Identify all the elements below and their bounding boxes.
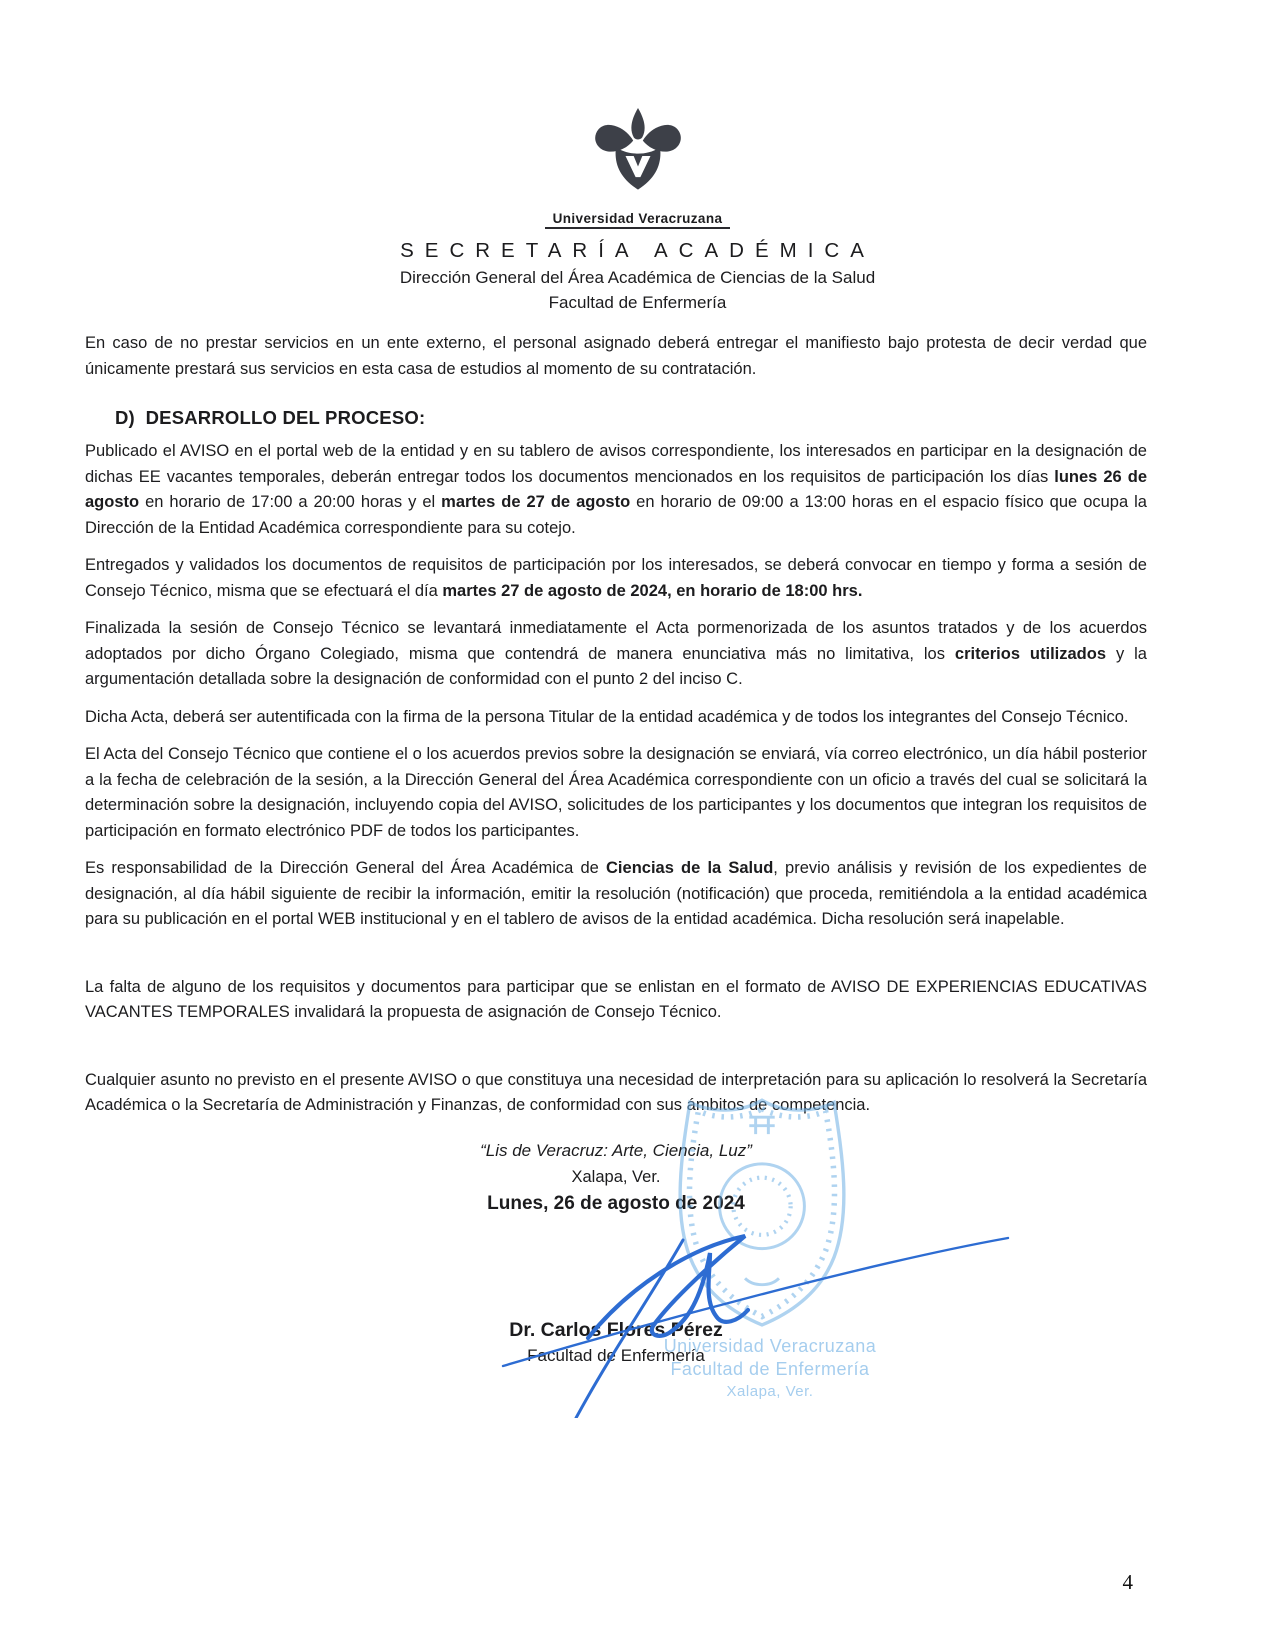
- org-subtitle-facultad: Facultad de Enfermería: [548, 293, 727, 312]
- body-paragraph: Finalizada la sesión de Consejo Técnico se levantará inmediatamente el Acta pormenorizada de los asuntos tratados y de los acuerdos adoptados por dicho Órgano Colegiado, misma que contendrá de manera enunciativa más no limitativa, los criterios utilizados y la argumentación detallada sobre la designación de conformidad con el punto 2 del inciso C.: [85, 619, 1147, 688]
- body-paragraph: Cualquier asunto no previsto en el presente AVISO o que constituya una necesidad de interpretación para su aplicación lo resolverá la Secretaría Académica o la Secretaría de Administración y Finanzas, de conformidad con sus ámbitos de competencia.: [85, 1070, 1147, 1114]
- uv-fleur-de-lis-logo-icon: [590, 108, 686, 204]
- org-subtitle-direccion: Dirección General del Área Académica de Ciencias de la Salud: [399, 268, 876, 287]
- signature-block: [85, 1139, 1147, 1400]
- body-paragraph: La falta de alguno de los requisitos y documentos para participar que se enlistan en el formato de AVISO DE EXPERIENCIAS EDUCATIVAS VACANTES TEMPORALES invalidará la propuesta de asignación de Consejo Técnico.: [85, 977, 1147, 1021]
- body-paragraph: El Acta del Consejo Técnico que contiene el o los acuerdos previos sobre la designación se enviará, vía correo electrónico, un día hábil posterior a la fecha de celebración de la sesión, a la Dirección General del Área Académica correspondiente con un oficio a través del cual se solicitará la determinación sobre la designación, incluyendo copia del AVISO, solicitudes de los participantes y los documentos que integran los requisitos de participación en formato electrónico PDF de todos los participantes.: [85, 745, 1147, 840]
- section-heading: D) DESARROLLO DEL PROCESO:: [115, 407, 426, 428]
- intro-paragraph: En caso de no prestar servicios en un ente externo, el personal asignado deberá entregar el manifiesto bajo protesta de decir verdad que únicamente prestará sus servicios en esta casa de estudios al momento de su contratación.: [85, 334, 1147, 378]
- logo-caption: Universidad Veracruzana: [545, 211, 731, 229]
- page-number: 4: [1122, 1570, 1133, 1594]
- stamp-line-2: Facultad de Enfermería: [670, 1358, 870, 1379]
- date-line: Lunes, 26 de agosto de 2024: [487, 1192, 745, 1214]
- letterhead: [0, 0, 1275, 313]
- body-paragraph: Dicha Acta, deberá ser autentificada con la firma de la persona Titular de la entidad académica y de todos los integrantes del Consejo Técnico.: [85, 707, 1129, 726]
- org-title: SECRETARÍA ACADÉMICA: [400, 239, 875, 262]
- body-paragraph: Publicado el AVISO en el portal web de la entidad y en su tablero de avisos correspondiente, los interesados en participar en la designación de dichas EE vacantes temporales, deberán entregar todos los documentos mencionados en los requisitos de participación los días lunes 26 de agosto en horario de 17:00 a 20:00 horas y el martes de 27 de agosto en horario de 09:00 a 13:00 horas en el espacio físico que ocupa la Dirección de la Entidad Académica correspondiente para su cotejo.: [85, 442, 1148, 537]
- stamp-line-1: Universidad Veracruzana: [663, 1335, 877, 1356]
- stamp-and-signature: [448, 1088, 1048, 1418]
- city-line: Xalapa, Ver.: [571, 1167, 661, 1186]
- signatory-entity: Facultad de Enfermería: [527, 1345, 705, 1365]
- motto: “Lis de Veracruz: Arte, Ciencia, Luz”: [480, 1140, 752, 1160]
- body-paragraph: Es responsabilidad de la Dirección General del Área Académica de Ciencias de la Salud, previo análisis y revisión de los expedientes de designación, al día hábil siguiente de recibir la información, emitir la resolución (notificación) que proceda, remitiéndola a la entidad académica para su publicación en el portal WEB institucional y en el tablero de avisos de la entidad académica. Dicha resolución será inapelable.: [85, 859, 1147, 928]
- signatory-name: Dr. Carlos Flores Pérez: [509, 1318, 723, 1341]
- body-paragraph: Entregados y validados los documentos de requisitos de participación por los interesados, se deberá convocar en tiempo y forma a sesión de Consejo Técnico, misma que se efectuará el día martes 27 de agosto de 2024, en horario de 18:00 hrs.: [85, 556, 1147, 600]
- document-body: [0, 331, 1275, 1400]
- stamp-line-3: Xalapa, Ver.: [726, 1382, 814, 1400]
